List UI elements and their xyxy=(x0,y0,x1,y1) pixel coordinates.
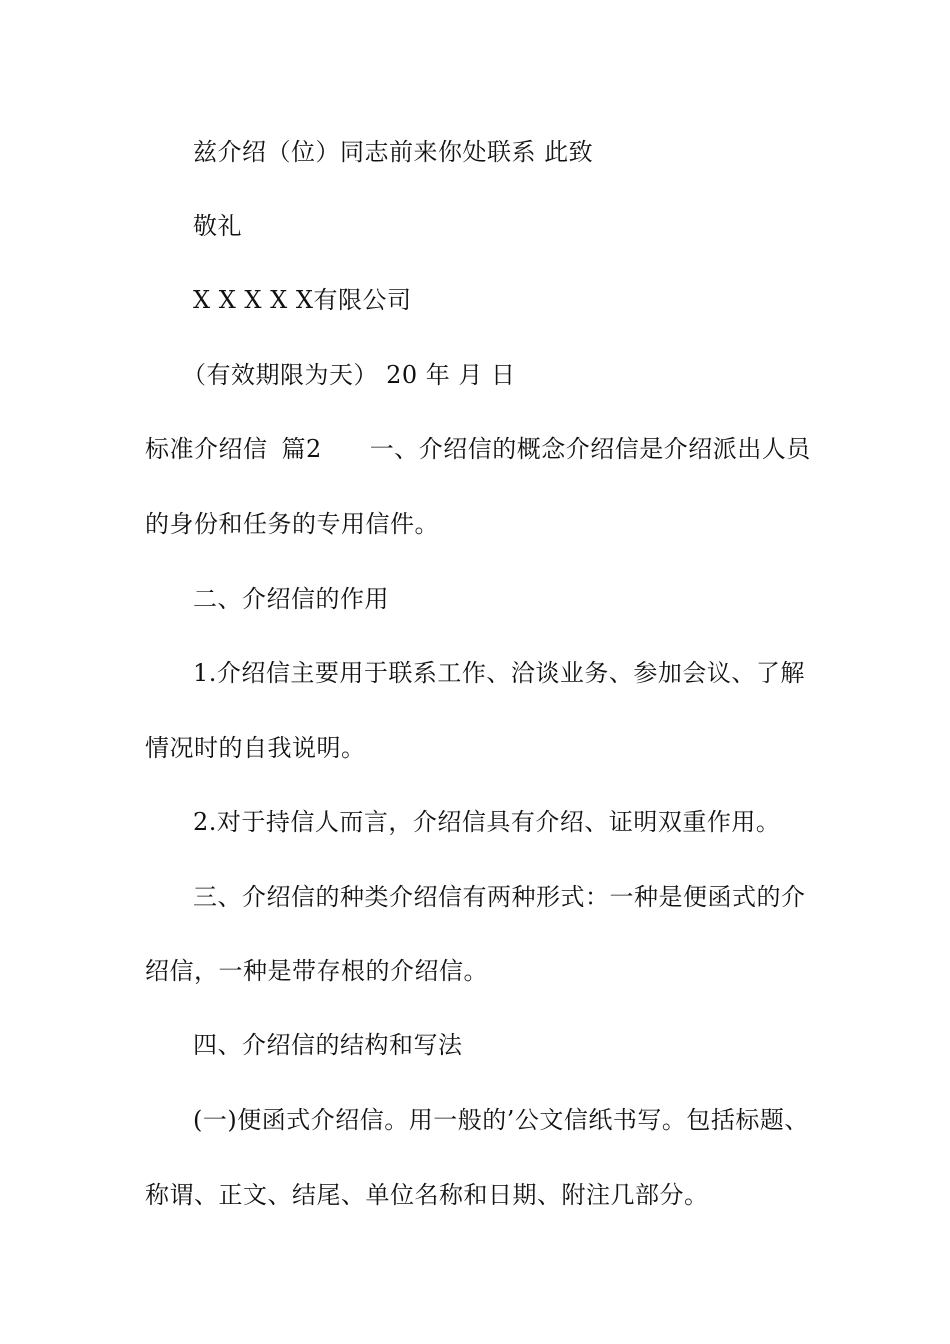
paragraph-function-1-continued: 情况时的自我说明。 xyxy=(145,734,366,762)
heading-part: 篇2 xyxy=(281,435,322,463)
paragraph-types-continued: 绍信，一种是带存根的介绍信。 xyxy=(145,957,488,985)
section-heading-structure: 四、介绍信的结构和写法 xyxy=(193,1031,463,1059)
paragraph-concept-continued: 的身份和任务的专用信件。 xyxy=(145,510,439,538)
paragraph-structure-1: (一)便函式介绍信。用一般的’公文信纸书写。包括标题、 xyxy=(193,1106,809,1134)
heading-title: 标准介绍信 xyxy=(145,435,268,463)
paragraph-company: X X X X X有限公司 xyxy=(193,286,412,314)
heading-continuation: 一、介绍信的概念介绍信是介绍派出人员 xyxy=(369,435,811,463)
paragraph-function-2: 2.对于持信人而言，介绍信具有介绍、证明双重作用。 xyxy=(193,808,781,836)
section-heading-function: 二、介绍信的作用 xyxy=(193,585,389,613)
section-heading-line xyxy=(145,434,825,464)
paragraph-function-1: 1.介绍信主要用于联系工作、洽谈业务、参加会议、了解 xyxy=(193,659,805,687)
paragraph-salutation: 敬礼 xyxy=(193,212,242,240)
paragraph-structure-1-continued: 称谓、正文、结尾、单位名称和日期、附注几部分。 xyxy=(145,1181,709,1209)
paragraph-validity-date: （有效期限为天） 20 年 月 日 xyxy=(182,361,516,389)
section-heading-types: 三、介绍信的种类介绍信有两种形式：一种是便函式的介 xyxy=(193,883,806,911)
paragraph-introduce: 兹介绍（位）同志前来你处联系 此致 xyxy=(193,138,594,166)
